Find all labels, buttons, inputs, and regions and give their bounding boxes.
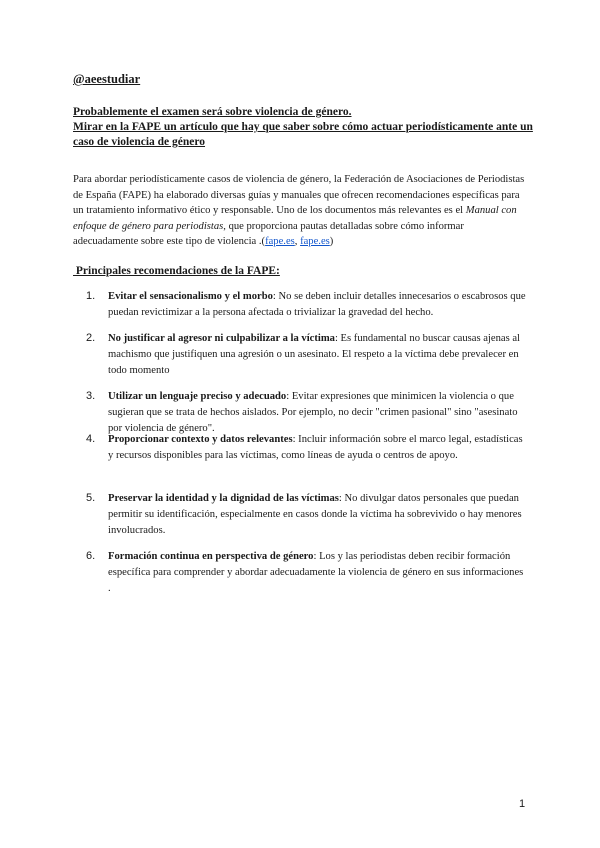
author-handle: @aeestudiar — [73, 72, 141, 86]
fape-link-2[interactable]: fape.es — [300, 236, 330, 247]
recommendation-item-6 — [86, 549, 528, 596]
recommendation-title: Formación continua en perspectiva de género — [108, 551, 314, 562]
recommendation-text: : No divulgar datos personales que puedan permitir su identificación, especialmente en casos donde la víctima ha sobrevivido o hay menores involucrados. — [108, 493, 522, 536]
list-number: 4. — [86, 433, 96, 445]
recommendation-title: No justificar al agresor ni culpabilizar a la víctima — [108, 333, 335, 344]
heading-line-2: Mirar en la FAPE un artículo que hay que saber sobre cómo actuar periodísticamente ante un caso de violencia de género — [73, 121, 533, 148]
recommendation-item-2 — [86, 331, 528, 378]
page-number: 1 — [519, 798, 526, 810]
recommendation-item-3 — [86, 389, 528, 436]
recommendation-title: Preservar la identidad y la dignidad de las víctimas — [108, 493, 339, 504]
intro-text-after: , que proporciona pautas detalladas sobre cómo informar adecuadamente sobre este tipo de violencia .( — [73, 220, 464, 247]
intro-close-paren: ) — [329, 236, 334, 247]
recommendation-text: : Evitar expresiones que minimicen la violencia o que sugieran que se trata de hechos aislados. Por ejemplo, no decir "crimen pasional" sino "asesinato por violencia de género". — [108, 391, 518, 434]
list-number: 6. — [86, 550, 96, 562]
list-number: 1. — [86, 290, 96, 302]
list-number: 2. — [86, 332, 96, 344]
recommendation-text: : Es fundamental no buscar causas ajenas al machismo que justifiquen una agresión o un asesinato. El respeto a la víctima debe prevalecer en todo momento — [108, 333, 520, 376]
recommendation-item-4 — [86, 432, 528, 464]
recommendation-text: : No se deben incluir detalles innecesarios o escabrosos que puedan revictimizar a la persona afectada o trivializar la gravedad del hecho. — [108, 291, 526, 318]
recommendation-text: : Los y las periodistas deben recibir formación específica para comprender y abordar adecuadamente la violencia de género en sus informaciones . — [108, 551, 524, 594]
intro-paragraph — [73, 172, 525, 250]
recommendation-item-5 — [86, 491, 528, 538]
fape-link-1[interactable]: fape.es — [265, 236, 295, 247]
list-number: 5. — [86, 492, 96, 504]
recommendations-title: Principales recomendaciones de la FAPE: — [73, 265, 280, 277]
recommendation-title: Utilizar un lenguaje preciso y adecuado — [108, 391, 287, 402]
manual-title: Manual con enfoque de género para periodistas — [73, 205, 517, 232]
link-separator: , — [294, 236, 301, 247]
list-number: 3. — [86, 390, 96, 402]
document-heading — [73, 105, 543, 150]
recommendation-text: : Incluir información sobre el marco legal, estadísticas y recursos disponibles para las víctimas, como líneas de ayuda o centros de apoyo. — [108, 434, 523, 461]
recommendation-title: Proporcionar contexto y datos relevantes — [108, 434, 293, 445]
heading-line-1: Probablemente el examen será sobre violencia de género. — [73, 106, 352, 118]
recommendation-item-1 — [86, 289, 528, 321]
recommendation-title: Evitar el sensacionalismo y el morbo — [108, 291, 273, 302]
intro-text-before: Para abordar periodísticamente casos de violencia de género, la Federación de Asociaciones de Periodistas de España (FAPE) ha elaborado diversas guías y manuales que ofrecen recomendaciones específicas para un tratamiento informativo ético y responsable. Uno de los documentos más relevantes es el — [73, 174, 525, 216]
